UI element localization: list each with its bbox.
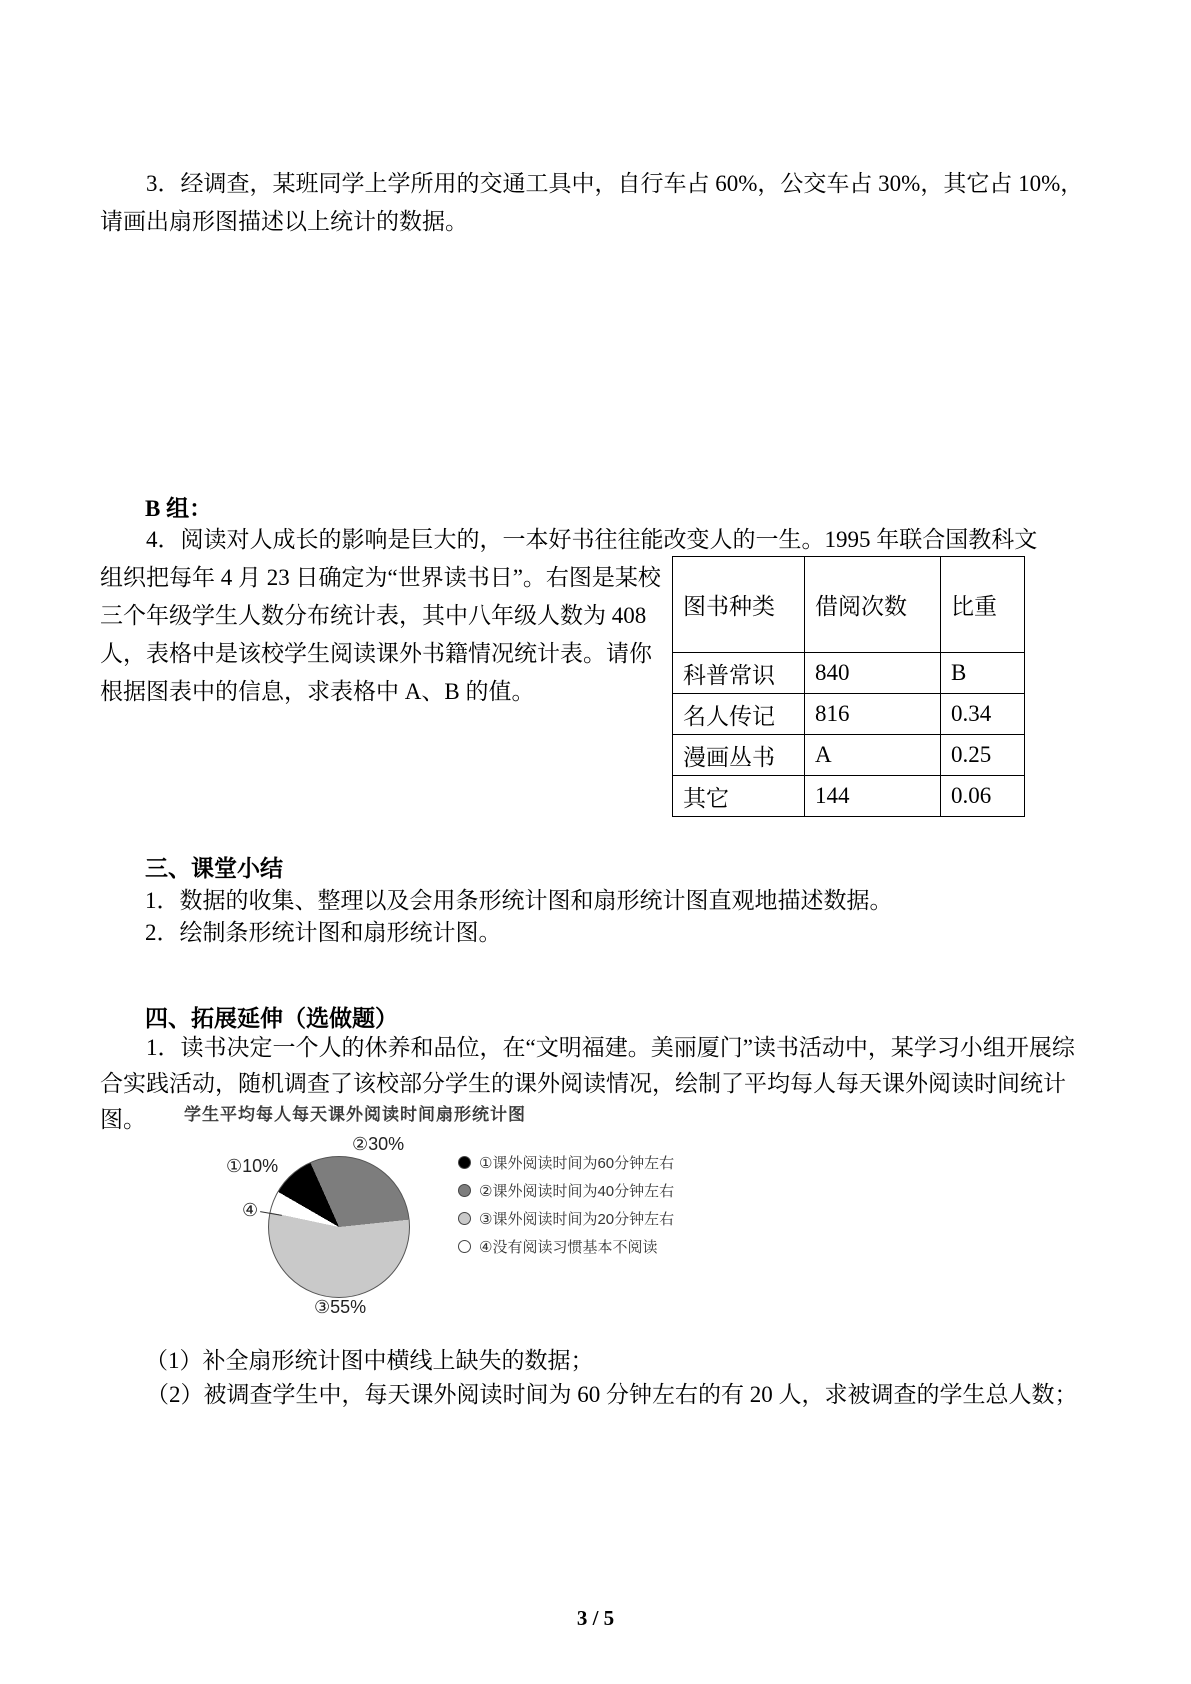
legend-swatch (458, 1184, 471, 1197)
summary-heading: 三、课堂小结 (145, 856, 283, 881)
summary-item-2: 2．绘制条形统计图和扇形统计图。 (145, 920, 502, 945)
legend-item (458, 1148, 674, 1176)
legend-swatch (458, 1156, 471, 1169)
question-2: （2）被调查学生中，每天课外阅读时间为 60 分钟左右的有 20 人，求被调查的学生总人数； (146, 1382, 1078, 1407)
table-cell: 漫画丛书 (673, 735, 805, 776)
legend-swatch (458, 1212, 471, 1225)
pie-callout-4: ④ (242, 1200, 259, 1220)
group-b-heading: B 组： (145, 496, 213, 521)
pie-legend (458, 1148, 674, 1260)
legend-swatch (458, 1240, 471, 1253)
legend-label: ④没有阅读习惯基本不阅读 (479, 1238, 658, 1256)
extension-intro: 1．读书决定一个人的休养和品位，在“文明福建。美丽厦门”读书活动中，某学习小组开展综合实践活动，随机调查了该校部分学生的课外阅读情况，绘制了平均每人每天课外阅读时间统计图。 (100, 1035, 1075, 1132)
legend-label: ③课外阅读时间为20分钟左右 (479, 1210, 675, 1228)
legend-item (458, 1176, 674, 1204)
legend-label: ①课外阅读时间为60分钟左右 (479, 1154, 675, 1172)
table-cell: A (805, 735, 941, 776)
extension-heading: 四、拓展延伸（选做题） (145, 1006, 398, 1031)
table-header-cell: 借阅次数 (805, 557, 941, 653)
table-cell: 840 (805, 653, 941, 694)
pie-callout-3: ③55% (314, 1297, 367, 1317)
table-cell: 144 (805, 776, 941, 817)
table-cell: B (941, 653, 1025, 694)
pie-callout-2: ②30% (352, 1134, 405, 1154)
table-cell: 名人传记 (673, 694, 805, 735)
table-header-cell: 比重 (941, 557, 1025, 653)
legend-label: ②课外阅读时间为40分钟左右 (479, 1182, 675, 1200)
table-row (673, 776, 1025, 817)
pie-callout-1: ①10% (226, 1156, 279, 1176)
pie-chart (268, 1156, 410, 1298)
figure-title: 学生平均每人每天课外阅读时间扇形统计图 (184, 1105, 526, 1124)
summary-item-1: 1．数据的收集、整理以及会用条形统计图和扇形统计图直观地描述数据。 (145, 888, 893, 913)
table-header-row (673, 557, 1025, 653)
table-row (673, 653, 1025, 694)
table-row (673, 735, 1025, 776)
question-1: （1）补全扇形统计图中横线上缺失的数据； (145, 1348, 594, 1373)
problem-4-line1: 4．阅读对人成长的影响是巨大的，一本好书往往能改变人的一生。1995 年联合国教科文 (146, 527, 1038, 552)
page-number: 3 / 5 (576, 1606, 615, 1630)
table-cell: 科普常识 (673, 653, 805, 694)
table-cell: 0.06 (941, 776, 1025, 817)
legend-item (458, 1204, 674, 1232)
table-cell: 0.25 (941, 735, 1025, 776)
table-row (673, 694, 1025, 735)
problem-3-text: 3．经调查，某班同学上学所用的交通工具中，自行车占 60%，公交车占 30%，其它占 10%，请画出扇形图描述以上统计的数据。 (100, 171, 1084, 234)
table-cell: 0.34 (941, 694, 1025, 735)
table-header-cell: 图书种类 (673, 557, 805, 653)
problem-4-body: 组织把每年 4 月 23 日确定为“世界读书日”。右图是某校三个年级学生人数分布统计表，其中八年级人数为 408 人，表格中是该校学生阅读课外书籍情况统计表。请你根据图表中的信息，求表格中 A、B 的值。 (100, 565, 661, 704)
table-cell: 816 (805, 694, 941, 735)
legend-item (458, 1232, 674, 1260)
borrow-table (672, 556, 1025, 817)
table-cell: 其它 (673, 776, 805, 817)
reading-time-figure (180, 1100, 820, 1345)
